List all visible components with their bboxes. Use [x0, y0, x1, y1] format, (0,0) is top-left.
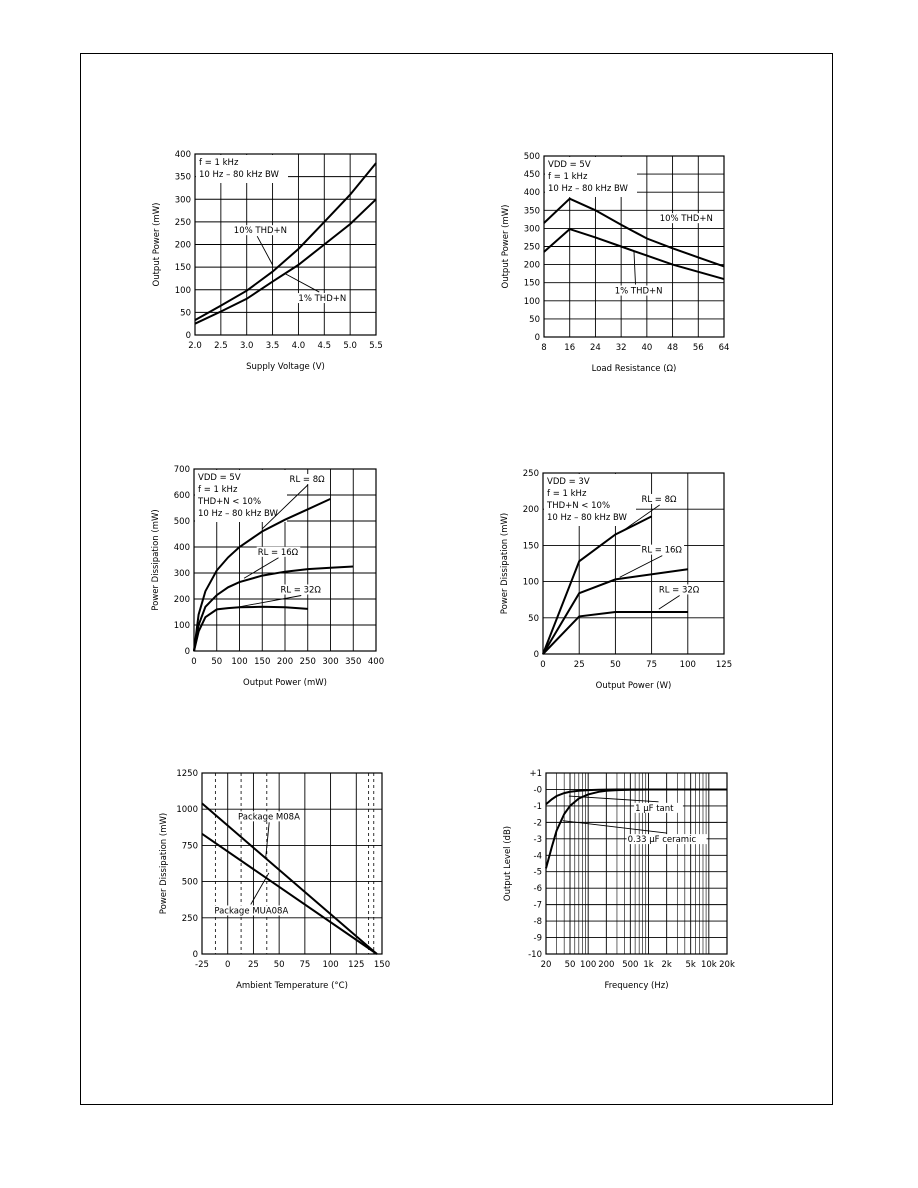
condition-text: THD+N < 10% [547, 501, 611, 511]
annotation-label: 1 μF tant [635, 803, 674, 814]
y-tick-label: -4 [533, 851, 542, 862]
y-tick-label: 100 [522, 577, 539, 588]
y-tick-label: 0 [192, 950, 198, 960]
y-tick-label: -0 [533, 785, 542, 796]
y-tick-label: 500 [181, 877, 198, 888]
y-tick-label: 50 [529, 314, 540, 325]
y-tick-label: 1000 [176, 805, 198, 816]
condition-text: VDD = 5V [198, 473, 241, 483]
x-tick-label: 48 [667, 343, 678, 353]
y-tick-label: 350 [523, 206, 540, 217]
condition-text: 10 Hz – 80 kHz BW [548, 184, 628, 194]
y-tick-label: 150 [523, 278, 540, 289]
chart-power-dissipation-vs-output-power-5v [151, 465, 384, 688]
condition-text: VDD = 5V [548, 160, 591, 170]
y-tick-label: 150 [522, 541, 539, 552]
x-axis-label: Load Resistance (Ω) [591, 364, 677, 374]
x-tick-label: 50 [609, 660, 621, 670]
condition-text: f = 1 kHz [548, 172, 588, 182]
y-tick-label: 500 [523, 152, 540, 162]
annotation-label: RL = 16Ω [257, 547, 299, 558]
y-tick-label: 500 [173, 517, 190, 527]
x-tick-label: 250 [299, 657, 316, 667]
y-axis-label: Output Power (mW) [152, 202, 162, 287]
annotation-label: RL = 16Ω [641, 545, 682, 556]
x-tick-label: 300 [322, 657, 339, 667]
y-tick-label: 300 [523, 224, 540, 235]
x-tick-label: 500 [622, 960, 639, 970]
y-tick-label: 50 [528, 613, 539, 624]
y-tick-label: 100 [173, 621, 190, 631]
x-tick-label: 5.5 [369, 341, 383, 351]
y-tick-label: 0 [185, 331, 191, 341]
x-tick-label: 50 [564, 960, 576, 970]
x-tick-label: 3.5 [265, 341, 280, 351]
y-tick-label: 200 [173, 595, 190, 605]
x-tick-label: 4.5 [317, 341, 332, 351]
y-tick-label: -1 [533, 801, 542, 812]
series-line-rl-32 [194, 607, 308, 651]
x-tick-label: 50 [211, 657, 223, 667]
x-tick-label: 64 [718, 343, 730, 353]
x-tick-label: 100 [679, 660, 696, 670]
y-tick-label: 250 [522, 469, 539, 479]
y-tick-label: 150 [174, 263, 191, 274]
annotation-label: Package M08A [238, 812, 300, 823]
y-axis-label: Output Power (mW) [501, 204, 511, 289]
x-tick-label: 0 [540, 660, 546, 670]
y-tick-label: 250 [181, 913, 198, 924]
x-tick-label: 50 [273, 960, 285, 970]
x-tick-label: 8 [541, 343, 547, 353]
x-tick-label: 75 [299, 960, 311, 970]
annotation-label: RL = 32Ω [658, 585, 700, 596]
x-tick-label: 150 [254, 657, 271, 667]
x-tick-label: 125 [715, 660, 733, 670]
x-tick-label: 100 [231, 657, 248, 667]
y-tick-label: 350 [174, 172, 191, 183]
y-tick-label: +1 [529, 769, 542, 779]
x-tick-label: 0 [225, 960, 231, 970]
x-tick-label: 125 [348, 960, 365, 970]
y-tick-label: -5 [533, 867, 542, 878]
y-tick-label: 200 [522, 505, 539, 516]
x-tick-label: 5k [685, 960, 696, 970]
y-tick-label: 1250 [176, 769, 198, 779]
y-axis-label: Output Level (dB) [503, 825, 513, 902]
y-tick-label: 250 [174, 217, 191, 228]
y-tick-label: 400 [523, 188, 540, 199]
y-tick-label: 0 [534, 333, 540, 343]
x-tick-label: 1k [643, 960, 654, 970]
y-tick-label: 400 [174, 150, 191, 160]
y-axis-label: Power Dissipation (mW) [151, 509, 161, 611]
y-tick-label: -2 [533, 818, 542, 829]
annotation-label: Package MUA08A [214, 906, 289, 917]
annotation-leader [240, 596, 302, 607]
x-tick-label: 200 [276, 657, 294, 667]
x-tick-label: 100 [322, 960, 339, 970]
y-tick-label: 750 [181, 841, 198, 852]
x-tick-label: 5.0 [343, 341, 357, 351]
annotation-leader [659, 595, 680, 609]
chart-output-power-vs-load-resistance [501, 152, 729, 374]
annotation-label: RL = 8Ω [289, 475, 325, 485]
annotation-label: 1% THD+N [614, 286, 663, 297]
x-tick-label: 200 [598, 960, 615, 970]
condition-text: f = 1 kHz [198, 485, 238, 495]
series-line-0-33-f-ceramic [546, 790, 727, 869]
y-axis-label: Power Dissipation (mW) [500, 512, 510, 615]
x-tick-label: 2.5 [214, 341, 228, 351]
series-line-rl-8 [543, 516, 652, 654]
condition-text: f = 1 kHz [547, 489, 587, 499]
y-tick-label: 200 [523, 260, 540, 271]
condition-text: f = 1 kHz [199, 158, 239, 168]
y-tick-label: -6 [533, 884, 542, 895]
y-tick-label: 50 [180, 308, 191, 319]
y-tick-label: 700 [173, 465, 190, 475]
annotation-leader [257, 236, 272, 265]
x-axis-label: Output Power (mW) [243, 678, 327, 688]
y-tick-label: 450 [523, 170, 540, 181]
y-tick-label: 100 [174, 285, 191, 296]
y-tick-label: 300 [173, 569, 190, 579]
x-tick-label: 10k [700, 960, 717, 970]
y-tick-label: 250 [523, 242, 540, 253]
x-tick-label: 16 [564, 343, 576, 353]
x-tick-label: -25 [195, 960, 209, 970]
condition-text: THD+N < 10% [198, 497, 262, 507]
annotation-label: RL = 8Ω [641, 494, 677, 505]
x-tick-label: 100 [580, 960, 597, 970]
series-line-10-thd-n [195, 163, 376, 320]
condition-text: 10 Hz – 80 kHz BW [198, 509, 278, 519]
x-tick-label: 25 [248, 960, 259, 970]
y-axis-label: Power Dissipation (mW) [159, 812, 169, 915]
x-axis-label: Frequency (Hz) [604, 981, 669, 991]
y-tick-label: 0 [184, 647, 190, 657]
chart-power-derating [159, 769, 390, 991]
annotation-leader [266, 822, 269, 857]
y-tick-label: 100 [523, 296, 540, 307]
condition-text: 10 Hz – 80 kHz BW [547, 513, 627, 523]
y-tick-label: -10 [528, 950, 542, 960]
condition-text: VDD = 3V [547, 477, 590, 487]
x-tick-label: 350 [345, 657, 362, 667]
x-tick-label: 20k [719, 960, 735, 970]
annotation-label: 10% THD+N [233, 226, 288, 237]
x-tick-label: 150 [373, 960, 391, 970]
x-tick-label: 56 [692, 343, 704, 353]
x-tick-label: 400 [367, 657, 385, 667]
annotation-label: 10% THD+N [659, 214, 713, 225]
y-tick-label: -7 [533, 900, 542, 911]
y-tick-label: 400 [173, 543, 190, 553]
chart-power-dissipation-vs-output-power-3v [500, 469, 732, 691]
plot-frame [202, 773, 382, 954]
x-tick-label: 25 [573, 660, 585, 670]
x-tick-label: 32 [615, 343, 627, 353]
y-tick-label: -3 [533, 834, 542, 845]
y-tick-label: 0 [533, 650, 539, 660]
x-tick-label: 0 [191, 657, 197, 667]
condition-text: 10 Hz – 80 kHz BW [199, 170, 279, 180]
y-tick-label: 200 [174, 240, 191, 251]
x-tick-label: 40 [641, 343, 653, 353]
x-tick-label: 3.0 [239, 341, 254, 351]
chart-frequency-response [503, 769, 735, 991]
x-tick-label: 2k [661, 960, 672, 970]
annotation-label: RL = 32Ω [280, 585, 321, 596]
x-axis-label: Output Power (W) [595, 681, 672, 691]
x-tick-label: 75 [646, 660, 658, 670]
series-line-package-m08a [202, 803, 377, 954]
x-axis-label: Supply Voltage (V) [246, 362, 325, 372]
annotation-label: 0.33 μF ceramic [627, 835, 697, 846]
series-line-package-mua08a [202, 834, 377, 954]
y-tick-label: -8 [533, 917, 542, 928]
x-tick-label: 24 [590, 343, 601, 353]
x-tick-label: 20 [540, 960, 552, 970]
annotation-leader [634, 252, 636, 285]
y-tick-label: 300 [174, 195, 191, 206]
annotation-label: 1% THD+N [298, 294, 347, 305]
x-tick-label: 4.0 [291, 341, 306, 351]
chart-output-power-vs-supply-voltage [152, 150, 383, 372]
y-tick-label: -9 [533, 933, 542, 944]
x-axis-label: Ambient Temperature (°C) [236, 981, 348, 991]
x-tick-label: 2.0 [188, 341, 202, 351]
y-tick-label: 600 [173, 491, 190, 501]
